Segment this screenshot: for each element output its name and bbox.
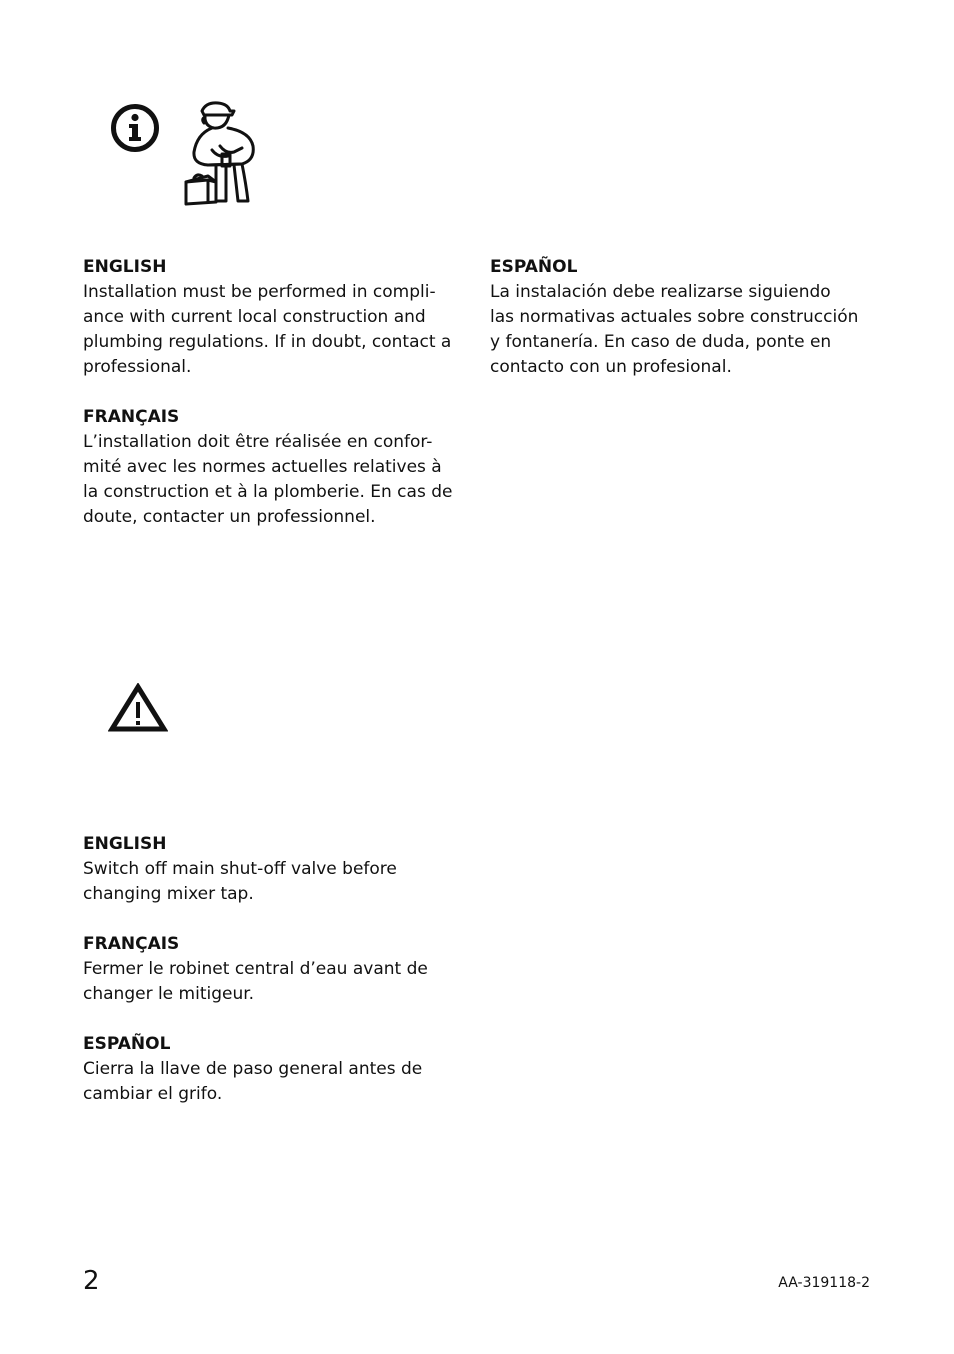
section-heading: ESPAÑOL: [490, 257, 578, 277]
page-number: 2: [83, 1266, 100, 1296]
section-text: Cierra la llave de paso general antes de cambiar el grifo.: [83, 1059, 423, 1104]
section-heading: ESPAÑOL: [83, 1034, 171, 1054]
section-text: Fermer le robinet central d’eau avant de changer le mitigeur.: [83, 959, 428, 1004]
installation-espanol-section: [490, 255, 885, 380]
warning-francais-section: [83, 932, 473, 1007]
installation-francais-section: [83, 405, 473, 530]
document-code: AA-319118-2: [778, 1275, 870, 1291]
section-heading: ENGLISH: [83, 257, 167, 277]
section-text: Installation must be performed in compli- ance with current local construction and plumbing regulations. If in doubt, contact a professional.: [83, 282, 452, 377]
info-icon: [110, 103, 160, 153]
section-text: L’installation doit être réalisée en confor- mité avec les normes actuelles relatives à la construction et à la plomberie. En cas de doute, contacter un professionnel.: [83, 432, 453, 527]
section-heading: FRANÇAIS: [83, 934, 180, 954]
warning-triangle-icon: [108, 683, 168, 733]
section-heading: FRANÇAIS: [83, 407, 180, 427]
section-text: La instalación debe realizarse siguiendo las normativas actuales sobre construcción y fontanería. En caso de duda, ponte en contacto con un profesional.: [490, 282, 859, 377]
professional-worker-icon: [182, 98, 258, 208]
warning-english-section: [83, 832, 473, 907]
section-heading: ENGLISH: [83, 834, 167, 854]
warning-espanol-section: [83, 1032, 473, 1107]
installation-english-section: [83, 255, 473, 380]
section-text: Switch off main shut-off valve before changing mixer tap.: [83, 859, 397, 904]
